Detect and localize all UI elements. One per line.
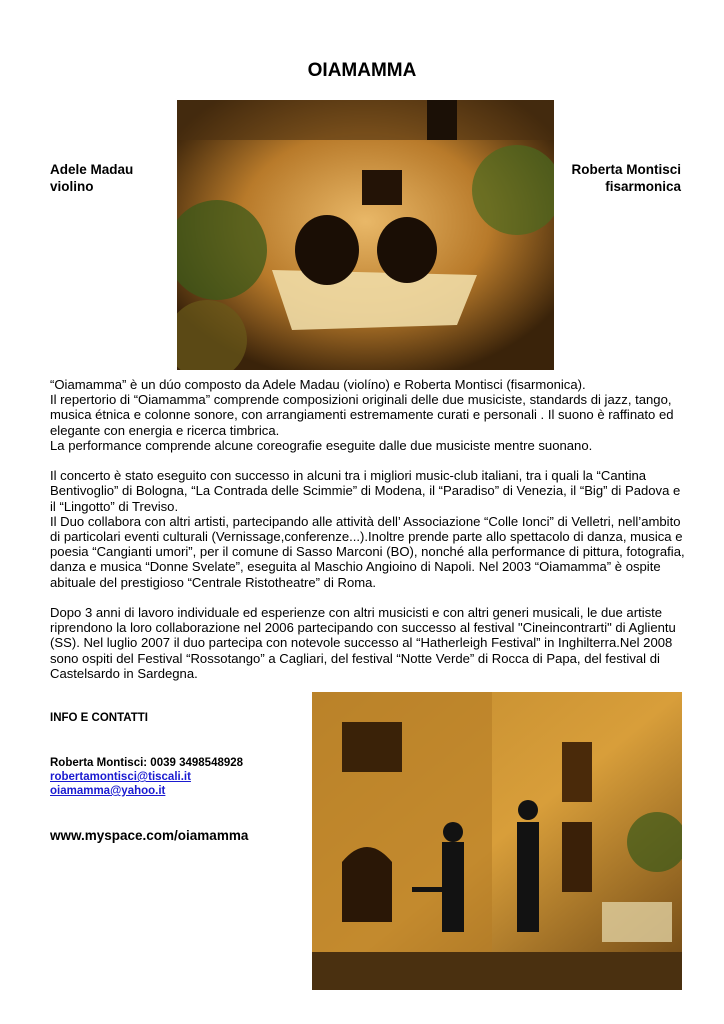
duo-photo-street <box>312 692 682 990</box>
description-text <box>50 377 686 681</box>
contacts-section <box>50 712 300 843</box>
artist-right-name: Roberta Montisci <box>571 162 681 177</box>
contacts-heading: INFO E CONTATTI <box>50 712 148 724</box>
email-link-primary[interactable]: robertamontisci@tiscali.it <box>50 771 191 783</box>
paragraph: Dopo 3 anni di lavoro individuale ed esperienze con altri musicisti e con altri generi musicali, le due artiste riprendono la loro collaborazione nel 2006 partecipando con successo al festival "Cineincontrarti" di Aglientu (SS). Nel luglio 2007 il duo partecipa con notevole successo al “Hatherleigh Festival” in Inghilterra.Nel 2008 sono ospiti del Festival “Rossotango” a Cagliari, del festival “Notte Verde” di Rocca di Papa, del festival di Castelsardo in Sardegna. <box>50 605 676 681</box>
artist-left <box>50 161 133 195</box>
paragraph-gap <box>50 590 686 605</box>
website-url: www.myspace.com/oiamamma <box>50 828 249 843</box>
paragraph: Il concerto è stato eseguito con successo in alcuni tra i migliori music-club italiani, tra i quali la “Cantina Bentivoglio” di Bologna, “La Contrada delle Scimmie” di Modena, il “Paradiso” di Venezia, il “Big” di Padova e il “Lingotto” di Treviso. <box>50 468 681 514</box>
contact-phone: Roberta Montisci: 0039 3498548928 <box>50 757 244 769</box>
paragraph: “Oiamamma” è un dúo composto da Adele Madau (violíno) e Roberta Montisci (fisarmonica). <box>50 377 586 392</box>
paragraph: Il repertorio di “Oiamamma” comprende composizioni originali delle due musiciste, standards di jazz, tango, musica étnica e colonne sonore, con arrangiamenti estremamente curati e personali . Il suono è raffinato ed elegante con energia e ricerca timbrica. <box>50 392 674 438</box>
page-title: OIAMAMMA <box>307 60 417 81</box>
email-link-secondary[interactable]: oiamamma@yahoo.it <box>50 785 166 797</box>
paragraph-gap <box>50 453 686 468</box>
artist-left-name: Adele Madau <box>50 162 134 177</box>
paragraph: La performance comprende alcune coreografie eseguite dalle due musiciste mentre suonano. <box>50 437 593 453</box>
duo-photo-top <box>177 100 554 370</box>
artist-right <box>571 161 681 195</box>
paragraph: Il Duo collabora con altri artisti, partecipando alle attività dell’ Associazione “Colle Ionci” di Velletri, nell’ambito di particolari eventi culturali (Vernissage,conferenze...).Inoltre prende parte allo spettacolo di danza, musica e poesia “Cangianti umori”, per il comune di Sasso Marconi (BO), nonché alla performance di pittura, fotografia, danza e musica “Donne Svelate”, eseguita al Maschio Angioino di Napoli. Nel 2003 “Oiamamma” è ospite abituale del prestigioso “Centrale Ristotheatre” di Roma. <box>50 513 685 590</box>
artist-left-instrument: violino <box>50 179 94 194</box>
artist-right-instrument: fisarmonica <box>605 179 681 194</box>
